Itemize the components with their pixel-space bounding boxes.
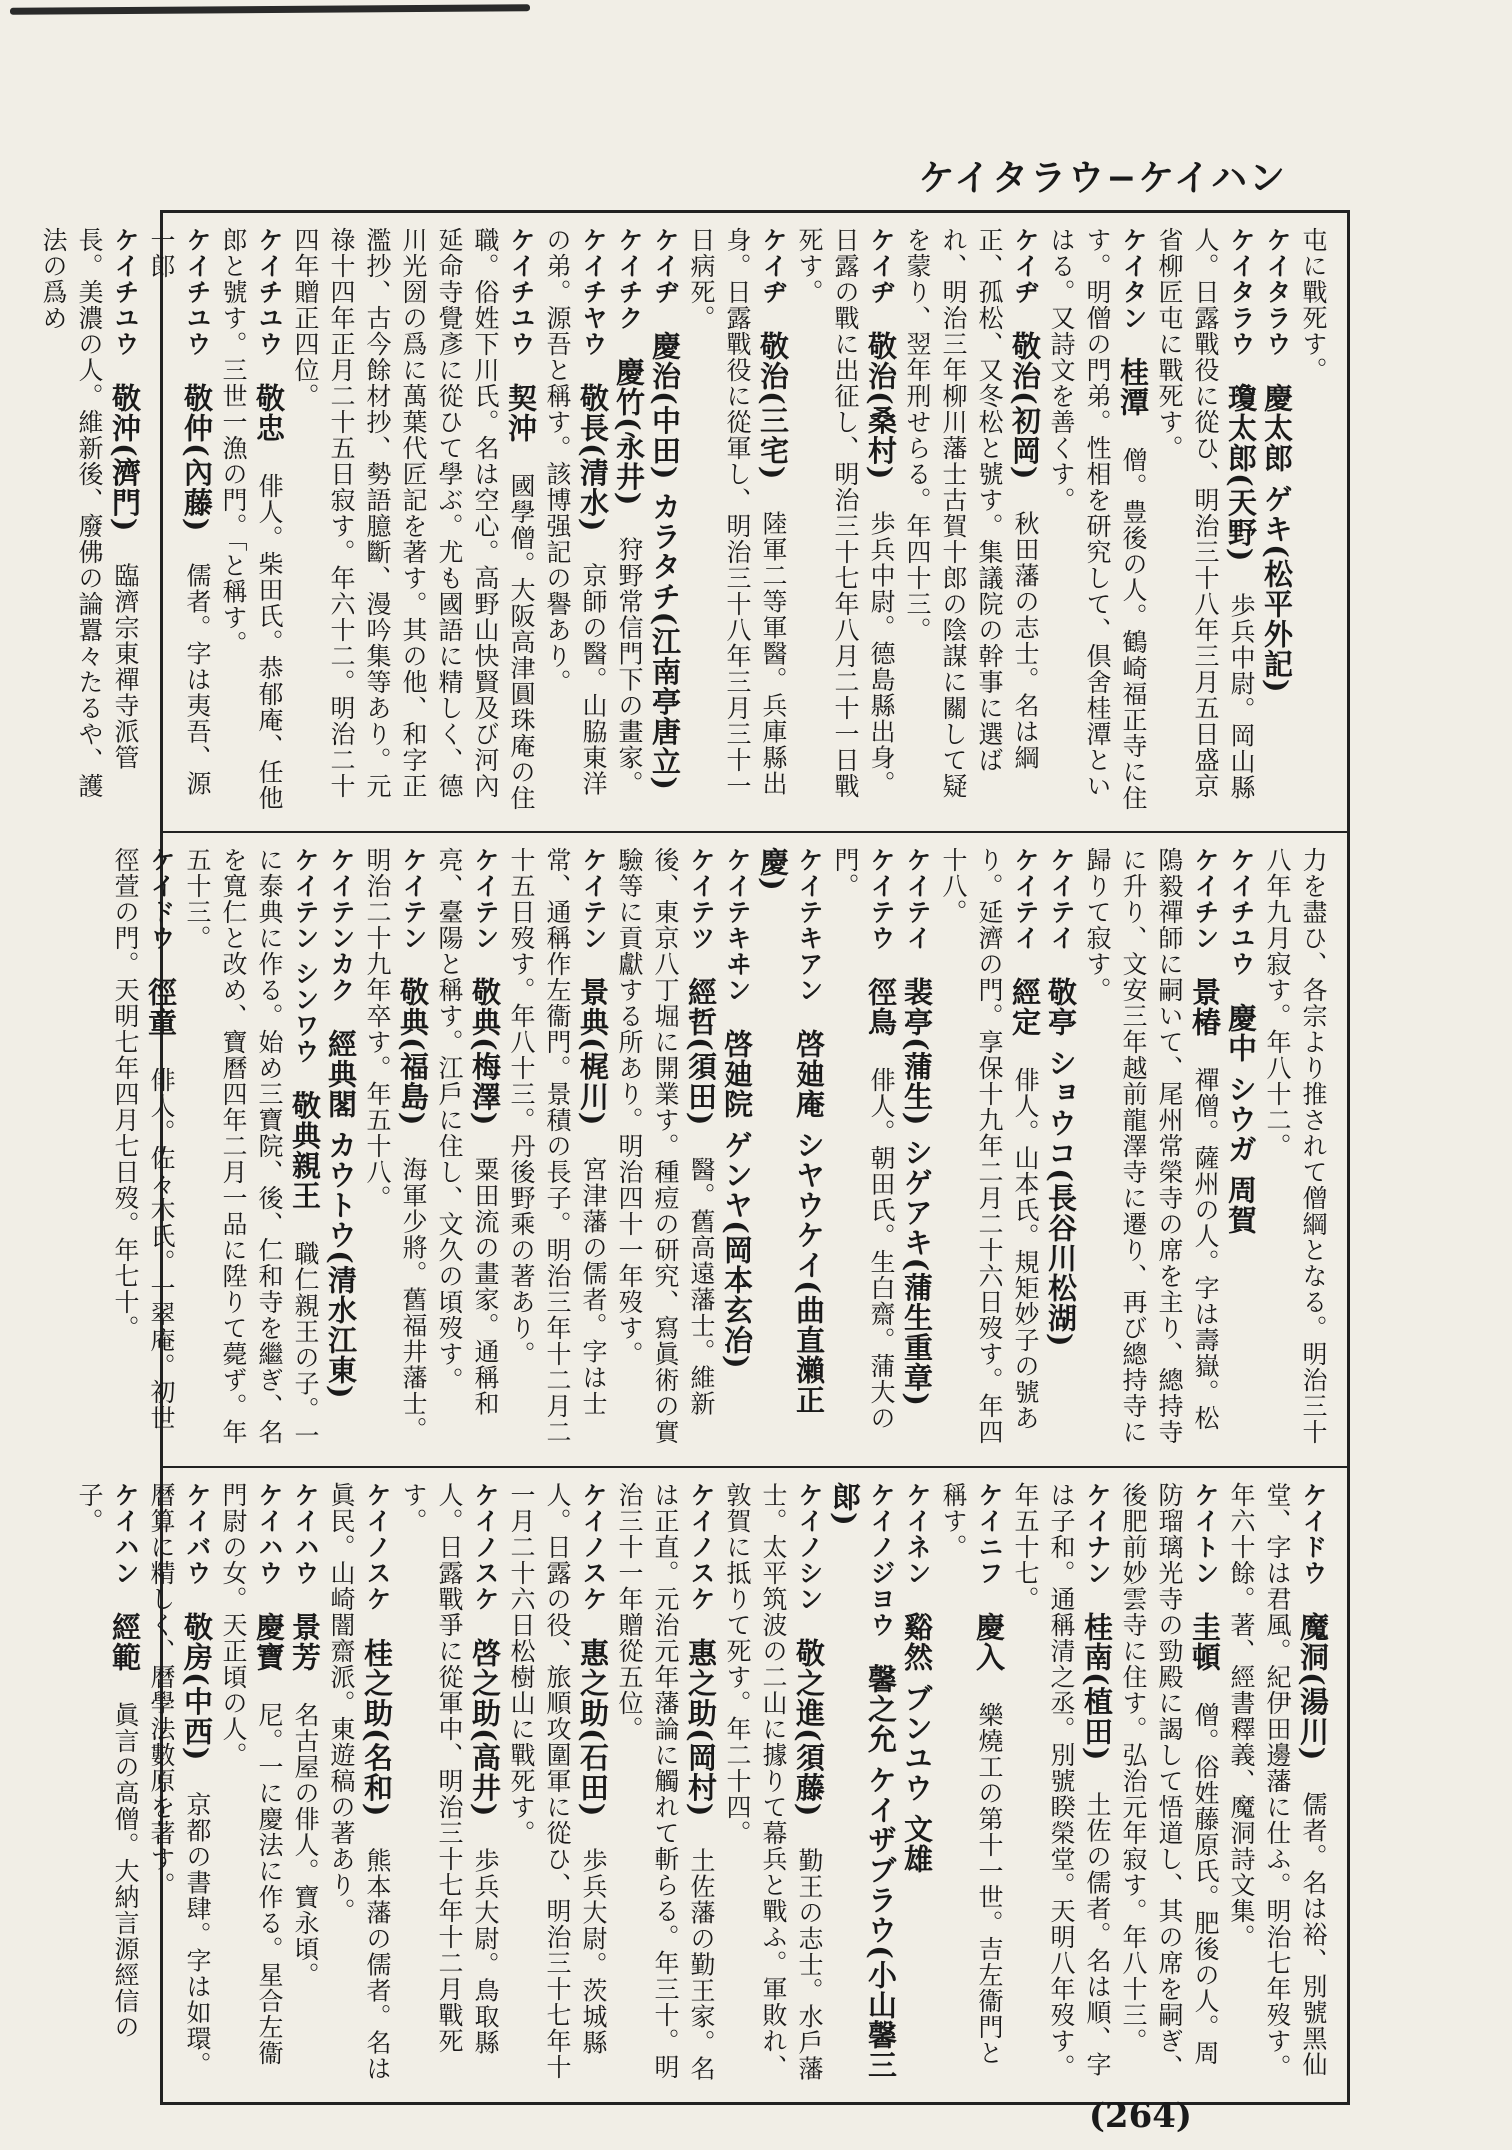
entry-headword: 谿然 ブンユウ 文雄 bbox=[900, 1612, 934, 1905]
band-columns bbox=[75, 1482, 1331, 2088]
entry-headword: 慶入 bbox=[972, 1612, 1006, 1702]
entry-text: 歩兵中尉。岡山縣人。日露戰役に從ひ、明治三十八年三月五日盛京省柳匠屯に戰死す。 bbox=[1155, 227, 1256, 801]
dictionary-entry bbox=[611, 847, 719, 1452]
entry-kana: ケイチユウ bbox=[255, 227, 284, 383]
entry-kana: ケイヂ bbox=[867, 227, 896, 331]
entry-headword: 契沖 bbox=[504, 383, 538, 473]
dictionary-entry bbox=[1115, 1482, 1223, 2088]
entry-text: 儒者。名は裕、別號黑仙堂、字は君風。紀伊田邊藩に仕ふ。明治七年歿す。年六十餘。著、經書釋義、魔洞詩文集。 bbox=[1227, 1482, 1328, 2080]
entry-text: 臨濟宗東禪寺派管長。美濃の人。維新後、廢佛の論囂々たるや、護法の爲め bbox=[39, 227, 140, 799]
entry-text: 僧。俗姓藤原氏。肥後の人。周防瑠璃光寺の勁殿に謁して悟道し、其の席を嗣ぎ、後肥前妙雲寺に住す。弘治元年寂す。年八十三。 bbox=[1119, 1482, 1220, 2080]
entry-kana: ケイテン bbox=[399, 847, 428, 977]
running-header: ケイタラウ−ケイハン bbox=[918, 158, 1287, 199]
dictionary-entry bbox=[35, 227, 143, 817]
dictionary-entry bbox=[1043, 227, 1151, 817]
entry-kana: ケイテン bbox=[579, 847, 608, 977]
dictionary-entry bbox=[215, 227, 287, 817]
dictionary-entry bbox=[143, 227, 215, 817]
dictionary-entry bbox=[1007, 1482, 1115, 2088]
entry-headword: 景椿 bbox=[1188, 977, 1222, 1067]
dictionary-entry bbox=[287, 227, 539, 817]
entry-headword: 魔洞(湯川) bbox=[1296, 1612, 1330, 1792]
dictionary-entry bbox=[503, 847, 611, 1452]
entry-kana: ケイチヤウ bbox=[579, 227, 608, 383]
dictionary-entry bbox=[359, 847, 431, 1452]
entry-headword: 經典閣 カウトウ(清水江東) bbox=[324, 1029, 358, 1430]
dictionary-entry bbox=[755, 847, 827, 1452]
entry-kana: ケイヂ bbox=[651, 227, 680, 331]
band-columns bbox=[39, 227, 1331, 821]
entry-text: 土佐藩の勤王家。名は正直。元治元年藩論に觸れて斬らる。年三十。明治三十一年贈從五位。 bbox=[615, 1482, 716, 2082]
dictionary-entry bbox=[107, 847, 179, 1452]
dictionary-entry bbox=[1151, 227, 1259, 817]
entry-kana: ケイノシン bbox=[795, 1482, 824, 1638]
dictionary-entry bbox=[899, 227, 1043, 817]
entry-kana: ケイニフ bbox=[975, 1482, 1004, 1612]
entry-headword: 敬房(中西) bbox=[180, 1612, 214, 1792]
entry-kana: ケイハウ bbox=[255, 1482, 284, 1612]
entry-text: 歩兵大尉。鳥取縣人。日露戰爭に從軍中、明治三十七年十二月戰死す。 bbox=[399, 1482, 500, 2056]
entry-kana: ケイチク bbox=[615, 227, 644, 357]
entry-headword: 敬典(福島) bbox=[396, 977, 430, 1157]
entry-headword: 景典(梶川) bbox=[576, 977, 610, 1157]
entry-text: 狩野常信門下の畫家。 bbox=[615, 536, 644, 797]
dictionary-entry bbox=[71, 1482, 143, 2088]
entry-text: 土佐の儒者。名は順、字は子和。通稱清之丞。別號睽榮堂。天明八年歿す。年五十七。 bbox=[1011, 1482, 1112, 2080]
entry-headword: 桂南(植田) bbox=[1080, 1612, 1114, 1792]
entry-headword: 裴亭(蒲生) シゲアキ(蒲生重章) bbox=[900, 977, 934, 1437]
dictionary-entry bbox=[935, 1482, 1007, 2088]
entry-text: 海軍少將。舊福井藩士。明治二十九年卒す。年五十八。 bbox=[363, 847, 428, 1443]
entry-kana: ケイチユウ bbox=[1227, 847, 1256, 1003]
entry-kana: ケイネン bbox=[903, 1482, 932, 1612]
entry-kana: ケイノスケ bbox=[579, 1482, 608, 1638]
entry-text: 陸軍二等軍醫。兵庫縣出身。日露戰役に從軍し、明治三十八年三月三十一日病死。 bbox=[687, 227, 788, 799]
entry-text: 熊本藩の儒者。名は眞民。山崎闇齋派。東遊稿の著あり。 bbox=[327, 1482, 392, 2082]
entry-headword: 慶治(中田) カラタチ(江南亭唐立) bbox=[648, 331, 682, 821]
entry-text: 歩兵中尉。德島縣出身。日露の戰に出征し、明治三十七年八月二十一日戰死す。 bbox=[795, 227, 896, 799]
entry-kana: ケイドウ bbox=[1299, 1482, 1328, 1612]
entry-headword: 桂潭 bbox=[1116, 357, 1150, 447]
entry-text: 尼。一に慶法に作る。星合左衞門尉の女。天正頃の人。 bbox=[219, 1482, 284, 2066]
entry-kana: ケイタン bbox=[1119, 227, 1148, 357]
entry-text: 名古屋の俳人。寶永頃。 bbox=[291, 1702, 320, 1988]
entry-text: 屯に戰死す。 bbox=[1299, 227, 1328, 383]
entry-kana: ケイチン bbox=[1191, 847, 1220, 977]
scan-edge-line bbox=[10, 4, 530, 15]
dictionary-entry bbox=[1223, 1482, 1331, 2088]
entry-kana: ケイバウ bbox=[183, 1482, 212, 1612]
dictionary-entry bbox=[1259, 227, 1295, 817]
entry-headword: 敬亭 ショウコ(長谷川松湖) bbox=[1044, 977, 1078, 1378]
entry-headword: 敬治(三宅) bbox=[756, 331, 790, 511]
entry-kana: ケイハウ bbox=[291, 1482, 320, 1612]
entry-text: 俳人。朝田氏。生白齋。蒲大の門。 bbox=[831, 847, 896, 1431]
entry-headword: 啓廸院 ゲンヤ(岡本玄冶) bbox=[720, 1029, 754, 1400]
entry-headword: 敬典親王 bbox=[288, 1090, 322, 1241]
entry-headword: 敬治(桑村) bbox=[864, 331, 898, 511]
dictionary-entry bbox=[647, 227, 683, 821]
entry-kana: ケイタラウ bbox=[1263, 227, 1292, 383]
entry-text: 京都の書肆。字は如環。曆算に精しく、曆學法數原を著す。 bbox=[147, 1482, 212, 2078]
entry-text: 京師の醫。山脇東洋の弟。源吾と稱す。該博强記の譽あり。 bbox=[543, 227, 608, 797]
dictionary-entry bbox=[1223, 847, 1259, 1452]
entry-kana: ケイテイ bbox=[1011, 847, 1040, 977]
entry-headword: 敬典(梅澤) bbox=[468, 977, 502, 1157]
entry-kana: ケイテキヰン bbox=[723, 847, 752, 1029]
entry-kana: ケイテイ bbox=[903, 847, 932, 977]
entry-headword: 馨之允 ケイザブラウ(小山馨三郞) bbox=[828, 1482, 898, 2080]
entry-headword: 啓廸庵 シヤウケイ(曲直瀨正慶) bbox=[756, 847, 826, 1415]
entry-text: 歩兵大尉。茨城縣人。日露の役、旅順攻圍軍に從ひ、明治三十七年十一月二十六日松樹山に戰死す。 bbox=[507, 1482, 608, 2080]
entry-headword: 桂之助(名和) bbox=[360, 1638, 394, 1848]
entry-text: 眞言の高僧。大納言源經信の子。 bbox=[75, 1482, 140, 2040]
entry-text: 勤王の志士。水戶藩士。太平筑波の二山に據りて幕兵と戰ふ。軍敗れ、敦賀に抵りて死す。年二十四。 bbox=[723, 1482, 824, 2082]
dictionary-entry bbox=[179, 847, 323, 1452]
entry-headword: 經定 bbox=[1008, 977, 1042, 1067]
entry-headword: 圭頓 bbox=[1188, 1612, 1222, 1702]
entry-headword: 敬沖(濟門) bbox=[108, 383, 142, 563]
dictionary-entry bbox=[611, 1482, 719, 2088]
page-frame bbox=[39, 210, 1350, 2105]
entry-headword: 經範 bbox=[108, 1612, 142, 1702]
entry-text: 粟田流の畫家。通稱和亮、臺陽と稱す。江戶に住し、文久の頃歿す。 bbox=[435, 847, 500, 1417]
entry-kana: ケイノジヨウ bbox=[867, 1482, 896, 1664]
dictionary-entry bbox=[683, 227, 791, 817]
entry-headword: 瓊太郎(天野) bbox=[1224, 383, 1258, 593]
entry-text: 樂燒工の第十一世。吉左衞門と稱す。 bbox=[939, 1482, 1004, 2066]
entry-kana: ケイチユウ bbox=[183, 227, 212, 383]
page-number: (264) bbox=[1088, 2096, 1192, 2136]
entry-kana: ケイノスケ bbox=[687, 1482, 716, 1638]
entry-text: 僧。豊後の人。鶴崎福正寺に住す。明僧の門弟。性相を研究して、倶舍桂潭といはる。又詩文を善くす。 bbox=[1047, 227, 1148, 811]
entry-headword: 慶中 シウガ 周賀 bbox=[1224, 1003, 1258, 1266]
dictionary-entry bbox=[791, 227, 899, 817]
entry-kana: ケイドウ bbox=[147, 847, 176, 977]
entry-text: 宮津藩の儒者。字は士常、通稱作左衞門。景積の長子。明治三年十二月二十五日歿す。年八十三。丹後野乘の著あり。 bbox=[507, 847, 608, 1445]
entry-headword: 景芳 bbox=[288, 1612, 322, 1702]
dictionary-entry bbox=[215, 1482, 287, 2088]
band-top bbox=[39, 213, 1347, 833]
dictionary-entry bbox=[395, 1482, 503, 2088]
dictionary-entry bbox=[1079, 847, 1223, 1452]
entry-text: 俳人。山本氏。規矩妙子の號あり。延濟の門。享保十九年二月二十六日歿す。年四十八。 bbox=[939, 847, 1040, 1445]
entry-headword: 敬長(清水) bbox=[576, 383, 610, 563]
entry-headword: 敬仲(內藤) bbox=[180, 383, 214, 563]
entry-kana: ケイテキアン bbox=[795, 847, 824, 1029]
entry-headword: 敬之進(須藤) bbox=[792, 1638, 826, 1848]
entry-headword: 慶寶 bbox=[252, 1612, 286, 1702]
dictionary-entry bbox=[719, 847, 755, 1452]
dictionary-entry bbox=[1043, 847, 1079, 1452]
entry-headword: 經哲(須田) bbox=[684, 977, 718, 1157]
entry-kana: ケイテン シンワウ bbox=[291, 847, 320, 1091]
entry-headword: 啓之助(高井) bbox=[468, 1638, 502, 1848]
band-columns bbox=[111, 847, 1331, 1452]
dictionary-entry bbox=[719, 1482, 827, 2088]
entry-text: 俳人。佐々木氏。一翠庵。初世徑萱の門。天明七年四月七日歿。年七十。 bbox=[111, 847, 176, 1431]
entry-kana: ケイテツ bbox=[687, 847, 716, 977]
entry-kana: ケイテン bbox=[471, 847, 500, 977]
entry-kana: ケイテウ bbox=[867, 847, 896, 977]
entry-text: 醫。舊高遠藩士。維新後、東京八丁堀に開業す。種痘の研究、寫眞術の實驗等に貢獻する所あり。明治四十一年歿す。 bbox=[615, 847, 716, 1445]
entry-headword: 慶太郎 ゲキ(松平外記) bbox=[1260, 383, 1294, 724]
entry-kana: ケイタラウ bbox=[1227, 227, 1256, 383]
entry-kana: ケイナン bbox=[1083, 1482, 1112, 1612]
dictionary-entry bbox=[899, 1482, 935, 2088]
entry-kana: ケイチユウ bbox=[111, 227, 140, 383]
dictionary-entry bbox=[431, 847, 503, 1452]
dictionary-entry bbox=[539, 227, 611, 817]
entry-headword: 慶竹(永井) bbox=[612, 357, 646, 537]
entry-text: 禪僧。薩州の人。字は壽嶽。松隝毅禪師に嗣いて、尾州常榮寺の席を主り、總持寺に升り、文安三年越前龍澤寺に遷り、再び總持寺に歸りて寂す。 bbox=[1083, 847, 1220, 1445]
dictionary-entry bbox=[899, 847, 935, 1452]
entry-text: 職仁親王の子。一に泰典に作る。始め三寶院、後、仁和寺を繼ぎ、名を寬仁と改め、寶曆四年二月一品に陞りて薨ず。年五十三。 bbox=[183, 847, 320, 1449]
dictionary-entry bbox=[611, 227, 647, 817]
entry-kana: ケイチユウ bbox=[507, 227, 536, 383]
entry-kana: ケイテイ bbox=[1047, 847, 1076, 977]
entry-kana: ケイノスケ bbox=[363, 1482, 392, 1638]
entry-kana: ケイトン bbox=[1191, 1482, 1220, 1612]
entry-text: 儒者。字は夷吾、源一郎 bbox=[147, 227, 212, 797]
dictionary-entry bbox=[143, 1482, 215, 2088]
dictionary-entry bbox=[503, 1482, 611, 2088]
dictionary-entry bbox=[827, 847, 899, 1452]
entry-text: 國學僧。大阪高津圓珠庵の住職。俗姓下川氏。名は空心。高野山快賢及び河內延命寺覺彥に從ひて學ぶ。尤も國語に精しく、德川光圀の爲に萬葉代匠記を著す。其の他、和字正濫抄、古今餘材抄、勢語臆斷、漫吟集等あり。元祿十四年正月二十五日寂す。年六十二。明治二十四年贈正四位。 bbox=[291, 227, 536, 811]
entry-headword: 徑鳥 bbox=[864, 977, 898, 1067]
dictionary-entry bbox=[1259, 847, 1331, 1452]
dictionary-entry bbox=[323, 1482, 395, 2088]
entry-kana: ケイヂ bbox=[1011, 227, 1040, 331]
band-middle bbox=[111, 833, 1347, 1468]
entry-headword: 惠之助(石田) bbox=[576, 1638, 610, 1848]
entry-headword: 徑童 bbox=[144, 977, 178, 1067]
dictionary-entry bbox=[827, 1482, 899, 2088]
entry-kana: ケイヂ bbox=[759, 227, 788, 331]
dictionary-entry bbox=[323, 847, 359, 1452]
entry-text: 力を盡ひ、各宗より推されて僧綱となる。明治三十八年九月寂す。年八十二。 bbox=[1263, 847, 1328, 1445]
dictionary-entry bbox=[1295, 227, 1331, 817]
band-bottom bbox=[75, 1468, 1347, 2102]
entry-text: 俳人。柴田氏。恭郁庵、任他郎と號す。三世一漁の門。「と稱す。 bbox=[219, 227, 284, 811]
entry-kana: ケイノスケ bbox=[471, 1482, 500, 1638]
dictionary-entry bbox=[287, 1482, 323, 2088]
entry-headword: 惠之助(岡村) bbox=[684, 1638, 718, 1848]
entry-kana: ケイハン bbox=[111, 1482, 140, 1612]
entry-text: 秋田藩の志士。名は綱正、孤松、又冬松と號す。集議院の幹事に選ばれ、明治三年柳川藩士古賀十郎の陰謀に關して疑を蒙り、翌年刑せらる。年四十三。 bbox=[903, 227, 1040, 799]
entry-kana: ケイテンカク bbox=[327, 847, 356, 1029]
entry-headword: 敬忠 bbox=[252, 383, 286, 473]
dictionary-entry bbox=[935, 847, 1043, 1452]
entry-headword: 敬治(初岡) bbox=[1008, 331, 1042, 511]
